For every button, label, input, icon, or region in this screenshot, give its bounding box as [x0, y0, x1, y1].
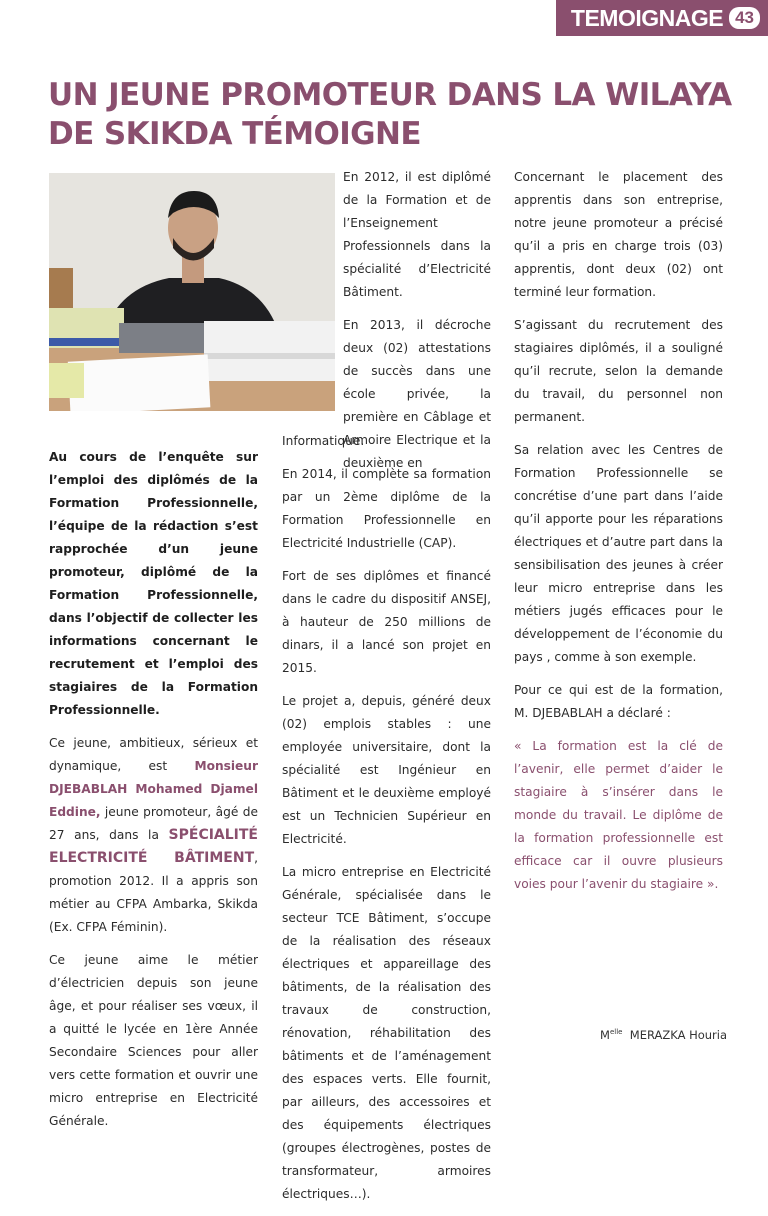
- paragraph: Concernant le placement des apprentis dans son entreprise, notre jeune promoteur a précisé qu’il a pris en charge trois (03) apprentis, dont deux (02) ont terminé leur formation.: [514, 170, 723, 299]
- byline-prefix-sup: elle: [609, 1028, 623, 1037]
- column-left: [49, 446, 258, 1143]
- paragraph: La micro entreprise en Electricité Générale, spécialisée dans le secteur TCE Bâtiment, s’occupe de la réalisation des réseaux électriques et appareillage des bâtiments, de la réalisation des travaux de construction, rénovation, réhabilitation des bâtiments et de l’aménagement des espaces verts. Elle fournit, par ailleurs, des accessoires et des équipements électriques (groupes électrogènes, postes de transformateur, armoires électriques…).: [282, 865, 491, 1201]
- paragraph: S’agissant du recrutement des stagiaires diplômés, il a souligné qu’il recrute, selon la demande du travail, du personnel non permanent.: [514, 318, 723, 424]
- paragraph: En 2013, il décroche deux (02) attestations de succès dans une école privée, la première en Câblage et Armoire Electrique et la deuxième en: [343, 318, 491, 470]
- section-tab: [556, 0, 768, 36]
- section-label: TEMOIGNAGE: [570, 4, 724, 31]
- paragraph: En 2012, il est diplômé de la Formation et de l’Enseignement Professionnels dans la spécialité d’Electricité Bâtiment.: [343, 170, 491, 299]
- article-photo: [49, 173, 335, 411]
- person-name: Monsieur DJEBABLAH Mohamed Djamel Eddine,: [49, 759, 258, 819]
- text: Ce jeune, ambitieux, sérieux et dynamique, est: [49, 736, 258, 773]
- paragraph: Ce jeune aime le métier d’électricien depuis son jeune âge, et pour réaliser ses vœux, il a quitté le lycée en 1ère Année Secondaire Sciences pour aller vers cette formation et ouvrir une micro entreprise en Electricité Générale.: [49, 953, 258, 1128]
- paragraph: Pour ce qui est de la formation, M. DJEBABLAH a déclaré :: [514, 683, 723, 720]
- column-right: [514, 166, 723, 906]
- lead-paragraph: Au cours de l’enquête sur l’emploi des diplômés de la Formation Professionnelle, l’équipe de la rédaction s’est rapprochée d’un jeune promoteur, diplômé de la Formation Professionnelle, dans l’objectif de collecter les informations concernant le recrutement et l’emploi des stagiaires de la Formation Professionnelle.: [49, 450, 258, 717]
- portrait-image-icon: [49, 173, 335, 411]
- quote: « La formation est la clé de l’avenir, elle permet d’aider le stagiaire à s’insérer dans le monde du travail. Le diplôme de la formation professionnelle est efficace car il ouvre plusieurs voies pour l’avenir du stagiaire ».: [514, 739, 723, 891]
- specialty-highlight: SPÉCIALITÉ ELECTRICITÉ BÂTIMENT: [49, 827, 258, 866]
- column-middle: [282, 430, 491, 1216]
- article-title: UN JEUNE PROMOTEUR DANS LA WILAYA DE SKIKDA TÉMOIGNE: [48, 77, 732, 152]
- author-name: MERAZKA Houria: [629, 1028, 728, 1042]
- text: jeune promoteur, âgé de 27 ans, dans la: [49, 805, 258, 842]
- byline-prefix: M: [600, 1028, 610, 1042]
- paragraph: En 2014, il complète sa formation par un 2ème diplôme de la Formation Professionnelle en Electricité Industrielle (CAP).: [282, 467, 491, 550]
- paragraph: Fort de ses diplômes et financé dans le cadre du dispositif ANSEJ, à hauteur de 250 millions de dinars, il a lancé son projet en 2015.: [282, 569, 491, 675]
- column-middle-top: [343, 166, 491, 475]
- text: , promotion 2012. Il a appris son métier au CFPA Ambarka, Skikda (Ex. CFPA Féminin).: [49, 851, 258, 934]
- byline: [600, 1028, 727, 1042]
- page-number: 43: [729, 7, 760, 29]
- paragraph: Informatique.: [282, 434, 365, 448]
- paragraph: [49, 732, 258, 939]
- paragraph: Le projet a, depuis, généré deux (02) emplois stables : une employée universitaire, dont la spécialité est Ingénieur en Bâtiment et le deuxième employé est un Technicien Supérieur en Electricité.: [282, 694, 491, 846]
- paragraph: Sa relation avec les Centres de Formation Professionnelle se concrétise d’une part dans l’aide qu’il apporte pour les réparations électriques et d’autre part dans la sensibilisation des jeunes à créer leur micro entreprise dans les métiers jugés efficaces pour le développement de l’économie du pays , comme à son exemple.: [514, 443, 723, 664]
